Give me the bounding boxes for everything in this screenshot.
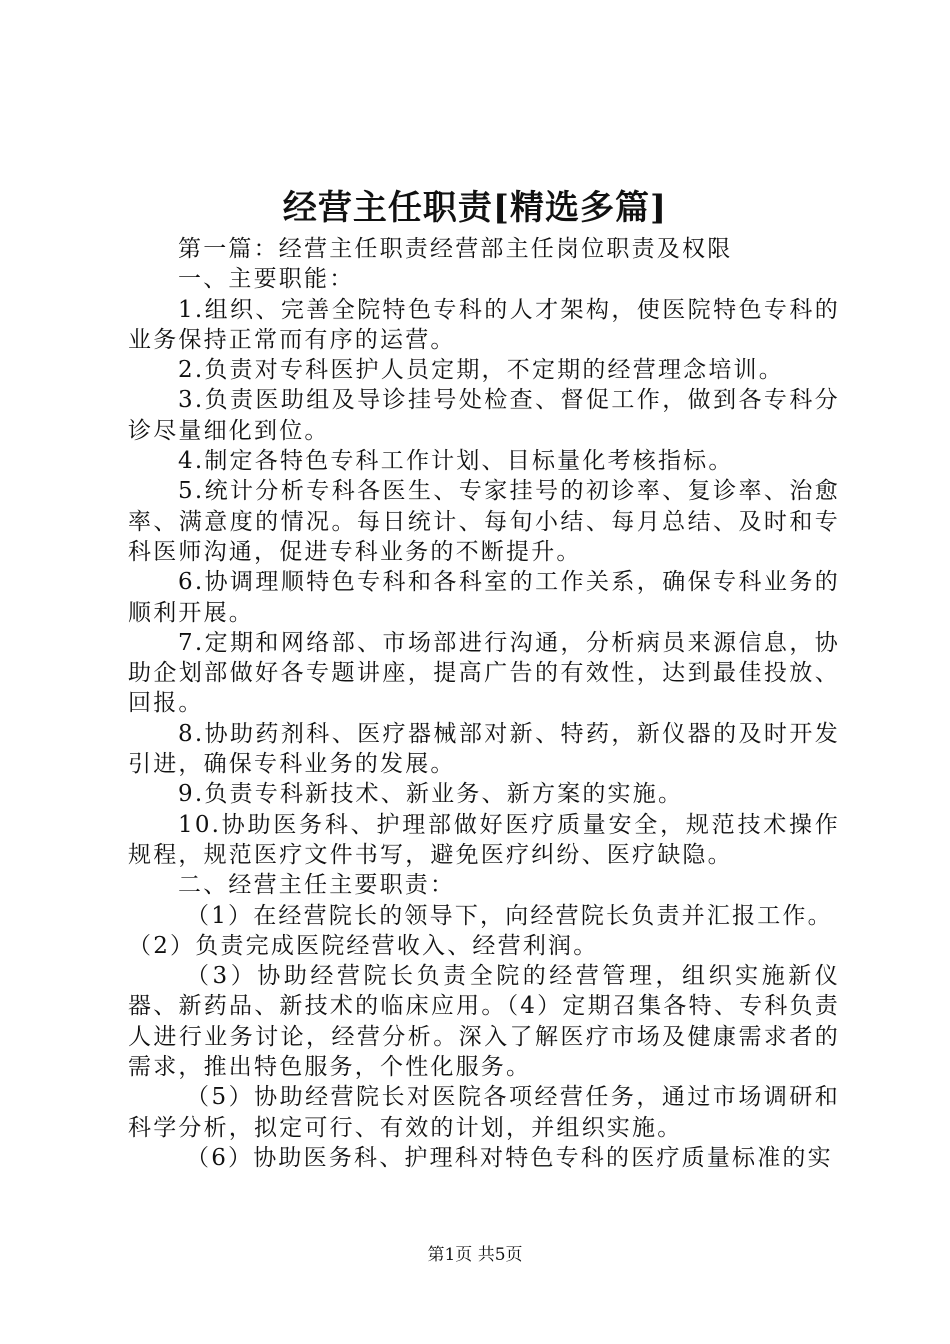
paragraph-item: 5.统计分析专科各医生、专家挂号的初诊率、复诊率、治愈率、满意度的情况。每日统计、每旬小结、每月总结、及时和专科医师沟通，促进专科业务的不断提升。 [128, 478, 840, 565]
paragraph-item: 6.协调理顺特色专科和各科室的工作关系，确保专科业务的顺利开展。 [128, 569, 840, 626]
paragraph-item: 7.定期和网络部、市场部进行沟通，分析病员来源信息，协助企划部做好各专题讲座，提高广告的有效性，达到最佳投放、回报。 [128, 629, 840, 717]
paragraph-item: 10.协助医务科、护理部做好医疗质量安全，规范技术操作规程，规范医疗文件书写，避免医疗纠纷、医疗缺隐。 [128, 811, 840, 868]
document-title: 经营主任职责[精选多篇] [282, 188, 668, 228]
paragraph-item: （3）协助经营院长负责全院的经营管理，组织实施新仪器、新药品、新技术的临床应用。（4）定期召集各特、专科负责人进行业务讨论，经营分析。深入了解医疗市场及健康需求者的需求，推出特色服务，个性化服务。 [128, 963, 840, 1081]
paragraph-item: 1.组织、完善全院特色专科的人才架构，使医院特色专科的业务保持正常而有序的运营。 [128, 296, 840, 353]
paragraph-item: 8.协助药剂科、医疗器械部对新、特药，新仪器的及时开发引进，确保专科业务的发展。 [128, 720, 840, 778]
paragraph-subheading: 二、经营主任主要职责： [178, 872, 456, 899]
page-footer: 第1页 共5页 [427, 1245, 523, 1265]
paragraph-item: （1）在经营院长的领导下，向经营院长负责并汇报工作。 [186, 902, 833, 929]
paragraph-item: 9.负责专科新技术、新业务、新方案的实施。 [178, 781, 684, 808]
paragraph-item: 4.制定各特色专科工作计划、目标量化考核指标。 [178, 448, 734, 475]
paragraph-item: 3.负责医助组及导诊挂号处检查、督促工作，做到各专科分诊尽量细化到位。 [128, 387, 840, 444]
document-body [128, 234, 840, 1173]
paragraph-item: （6）协助医务科、护理科对特色专科的医疗质量标准的实 [186, 1144, 833, 1171]
paragraph-item: （2）负责完成医院经营收入、经营利润。 [128, 932, 599, 959]
paragraph-subheading: 一、主要职能： [178, 266, 355, 293]
paragraph-item: （5）协助经营院长对医院各项经营任务，通过市场调研和科学分析，拟定可行、有效的计划，并组织实施。 [128, 1084, 840, 1141]
paragraph-section-heading: 第一篇：经营主任职责经营部主任岗位职责及权限 [178, 236, 733, 262]
paragraph-item: 2.负责对专科医护人员定期，不定期的经营理念培训。 [178, 357, 784, 384]
